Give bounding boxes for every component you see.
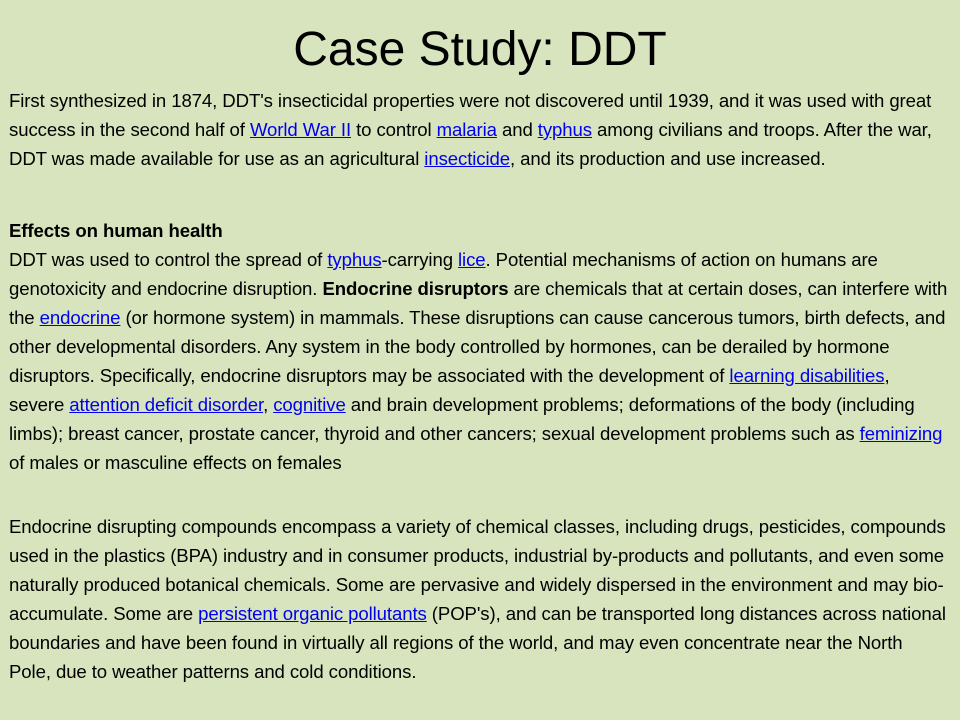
lice-link[interactable]: lice: [458, 249, 486, 270]
health-text-4: are chemicals that at certain doses, can interfere with the: [9, 278, 948, 328]
malaria-link[interactable]: malaria: [436, 119, 497, 140]
health-text-8: and brain development problems; deformations of the body (including limbs); breast cancer, prostate cancer, thyroid and other cancers; sexual development problems such as: [9, 394, 915, 444]
health-text-1: DDT was used to control the spread of: [9, 249, 328, 270]
world-war-ii-link[interactable]: World War II: [249, 119, 352, 140]
learning-disabilities-link[interactable]: learning disabilities: [729, 365, 885, 386]
intro-text-4: among civilians and troops. After the war, DDT was made available for use as an agricultural: [9, 119, 932, 169]
endocrine-disruptors-term: Endocrine disruptors: [322, 278, 509, 299]
intro-paragraph: [9, 86, 949, 173]
health-heading: Effects on human health: [9, 220, 223, 241]
typhus-carrying-link[interactable]: typhus: [327, 249, 382, 270]
persistent-organic-pollutants-link[interactable]: persistent organic pollutants: [198, 603, 427, 624]
intro-text-1: First synthesized in 1874, DDT's insecticidal properties were not discovered until 1939, and it was used with great success in the second half of: [9, 90, 932, 140]
intro-text-5: , and its production and use increased.: [510, 148, 826, 169]
attention-deficit-disorder-link[interactable]: attention deficit disorder: [69, 394, 264, 415]
health-text-5: (or hormone system) in mammals. These disruptions can cause cancerous tumors, birth defects, and other developmental disorders. Any system in the body controlled by hormones, can be derailed by hormone disruptors. Specifically, endocrine disruptors may be associated with the development of: [9, 307, 946, 386]
endocrine-link[interactable]: endocrine: [39, 307, 121, 328]
intro-text-2: to control: [351, 119, 437, 140]
typhus-link[interactable]: typhus: [537, 119, 592, 140]
insecticide-link[interactable]: insecticide: [424, 148, 511, 169]
cognitive-link[interactable]: cognitive: [273, 394, 346, 415]
slide-title: Case Study: DDT: [293, 23, 667, 76]
health-paragraph: [9, 216, 949, 477]
intro-text-3: and: [496, 119, 538, 140]
feminizing-link[interactable]: feminizing: [859, 423, 943, 444]
edc-paragraph: [9, 512, 949, 686]
health-text-7: ,: [263, 394, 274, 415]
health-text-9: of males or masculine effects on females: [9, 452, 342, 473]
edc-text-2: (POP's), and can be transported long distances across national boundaries and have been found in virtually all regions of the world, and may even concentrate near the North Pole, due to weather patterns and cold conditions.: [9, 603, 946, 682]
health-text-2: -carrying: [381, 249, 459, 270]
edc-text-1: Endocrine disrupting compounds encompass a variety of chemical classes, including drugs, pesticides, compounds used in the plastics (BPA) industry and in consumer products, industrial by-products and pollutants, and even some naturally produced botanical chemicals. Some are pervasive and widely dispersed in the environment and may bio-accumulate. Some are: [9, 516, 946, 624]
health-text-6: , severe: [9, 365, 890, 415]
health-text-3: . Potential mechanisms of action on humans are genotoxicity and endocrine disruption.: [9, 249, 878, 299]
